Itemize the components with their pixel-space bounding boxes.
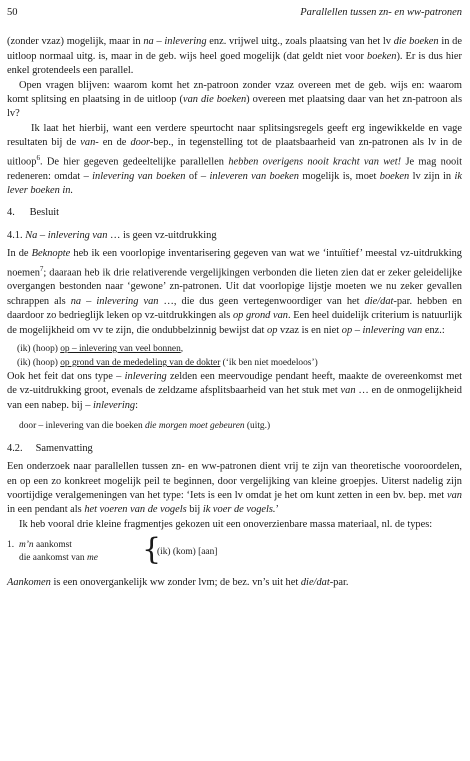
underlined-phrase: op – inlevering van veel bonnen: [60, 344, 181, 355]
example-line-2: (ik) (hoop) op grond van de mededeling van de dokter (‘ik ben niet moedeloos’): [17, 358, 318, 369]
brace-symbol: {: [142, 532, 162, 568]
running-title: Parallellen tussen zn- en ww-patronen: [300, 7, 462, 18]
list-number: 1.: [7, 540, 15, 551]
subsection-heading-4-2: [7, 442, 462, 456]
example-list: [17, 342, 462, 370]
paragraph-meervoudige-pendant: Ook het feit dat ons type – inlevering zelden een meervoudige pendant heeft, maakte de overeenkomst met de vz-uitdrukking groot, evenals de zeldzame afsplitsbaarheid van het stuk met van … en de onmogelijkheid van een nabep. bij – inlevering:: [7, 371, 462, 411]
paragraph-open-questions: Open vragen blijven: waarom komt het zn-patroon zonder vzaz overeen met de geb. wijs en: waarom komt splitsing en plaatsing in de uitloop (van die boeken) overeen met plaatsing daar van het zn-patroon als lv?: [7, 79, 462, 120]
list-item-line-2: die aankomst van me: [19, 553, 98, 564]
paragraph-aankomen: Aankomen is een onovergankelijk ww zonder lvm; de bez. vn’s uit het die/dat-par.: [7, 577, 349, 589]
type-list: [7, 532, 462, 568]
section-number: 4.2.: [7, 442, 23, 454]
list-item-line-1: m’n aankomst: [19, 540, 72, 551]
page: [7, 6, 462, 591]
list-item-rhs: (ik) (kom) [aan]: [157, 547, 218, 558]
section-heading-besluit: [7, 206, 462, 220]
running-header: [7, 6, 462, 20]
section-title: Samenvatting: [35, 442, 93, 454]
paragraph-beknopte: In de Beknopte heb ik een voorlopige inventarisering gegeven van wat we ‘intuïtief’ meestal vz-uitdrukking noemen$^7$; daaraan heb ik drie relativerende vergelijkingen verbonden die lieten zien dat er zeker geleidelijke overgangen bestonden naar ‘gewone’ zn-patronen. Uit dat voorlopige lijstje moeten we nu zeker gevallen schrappen als na – inlevering van …, die dus geen vertegenwoordiger van het die/dat-par. hebben en daardoor zo bedrieglijk leken op vz-uitdrukkingen als op grond van. Een heel duidelijk criterium is natuurlijk de mogelijkheid om vv te zijn, die ondubbelzinnig bewijst dat op vzaz is en niet op – inlevering van enz.:: [7, 248, 463, 336]
subsection-heading-4-1: 4.1. Na – inlevering van … is geen vz-uitdrukking: [7, 229, 217, 241]
example-line-1: (ik) (hoop) op – inlevering van veel bonnen,: [17, 344, 184, 355]
paragraph-continuation: (zonder vzaz) mogelijk, maar in na – inlevering enz. vrijwel uitg., zoals plaatsing van het lv die boeken in de uitloop normaal uitg. is, maar in de geb. wijs heel goed mogelijk (dat geldt niet voor boeken). Er is dus hier enkel grotendeels een parallel.: [7, 36, 463, 77]
paragraph-splitting-rules: Ik laat het hierbij, want een verdere speurtocht naar splitsingsregels geeft erg ingewikkelde en vage resultaten bij de van- en de door-bep., in tegenstelling tot de plaatsbaarheid van zn-patronen als lv in de uitloop$^6$. De hier gegeven gedeeltelijke parallellen hebben overigens nooit kracht van wet! Je mag nooit redeneren: omdat – inlevering van boeken of – inleveren van boeken mogelijk is, moet boeken lv zijn in ik lever boeken in.: [7, 122, 462, 196]
page-number: 50: [7, 7, 18, 18]
underlined-phrase: op grond van de mededeling van de dokter: [60, 358, 221, 369]
paragraph-fragmentjes: Ik heb vooral drie kleine fragmentjes gekozen uit een onoverzienbare massa materiaal, nl. de types:: [19, 518, 433, 530]
paragraph-samenvatting: Een onderzoek naar parallellen tussen zn- en ww-patronen dient vrij te zijn van theoretische vooroordelen, en op een zo konkreet mogelijk peil te beginnen, door vergelijking van kleine groepjes. Uiterst nadelig zijn voortijdige veralgemeningen van het type: ‘Iets is een lv omdat je het om kunt zetten in een bv. bep. met van in een pendant als het voeren van de vogels bij ik voer de vogels.’: [7, 461, 462, 516]
section-title: Besluit: [29, 207, 60, 219]
section-number: 4.: [7, 207, 15, 219]
example-line-3: door – inlevering van die boeken die morgen moet gebeuren (uitg.): [19, 421, 271, 432]
